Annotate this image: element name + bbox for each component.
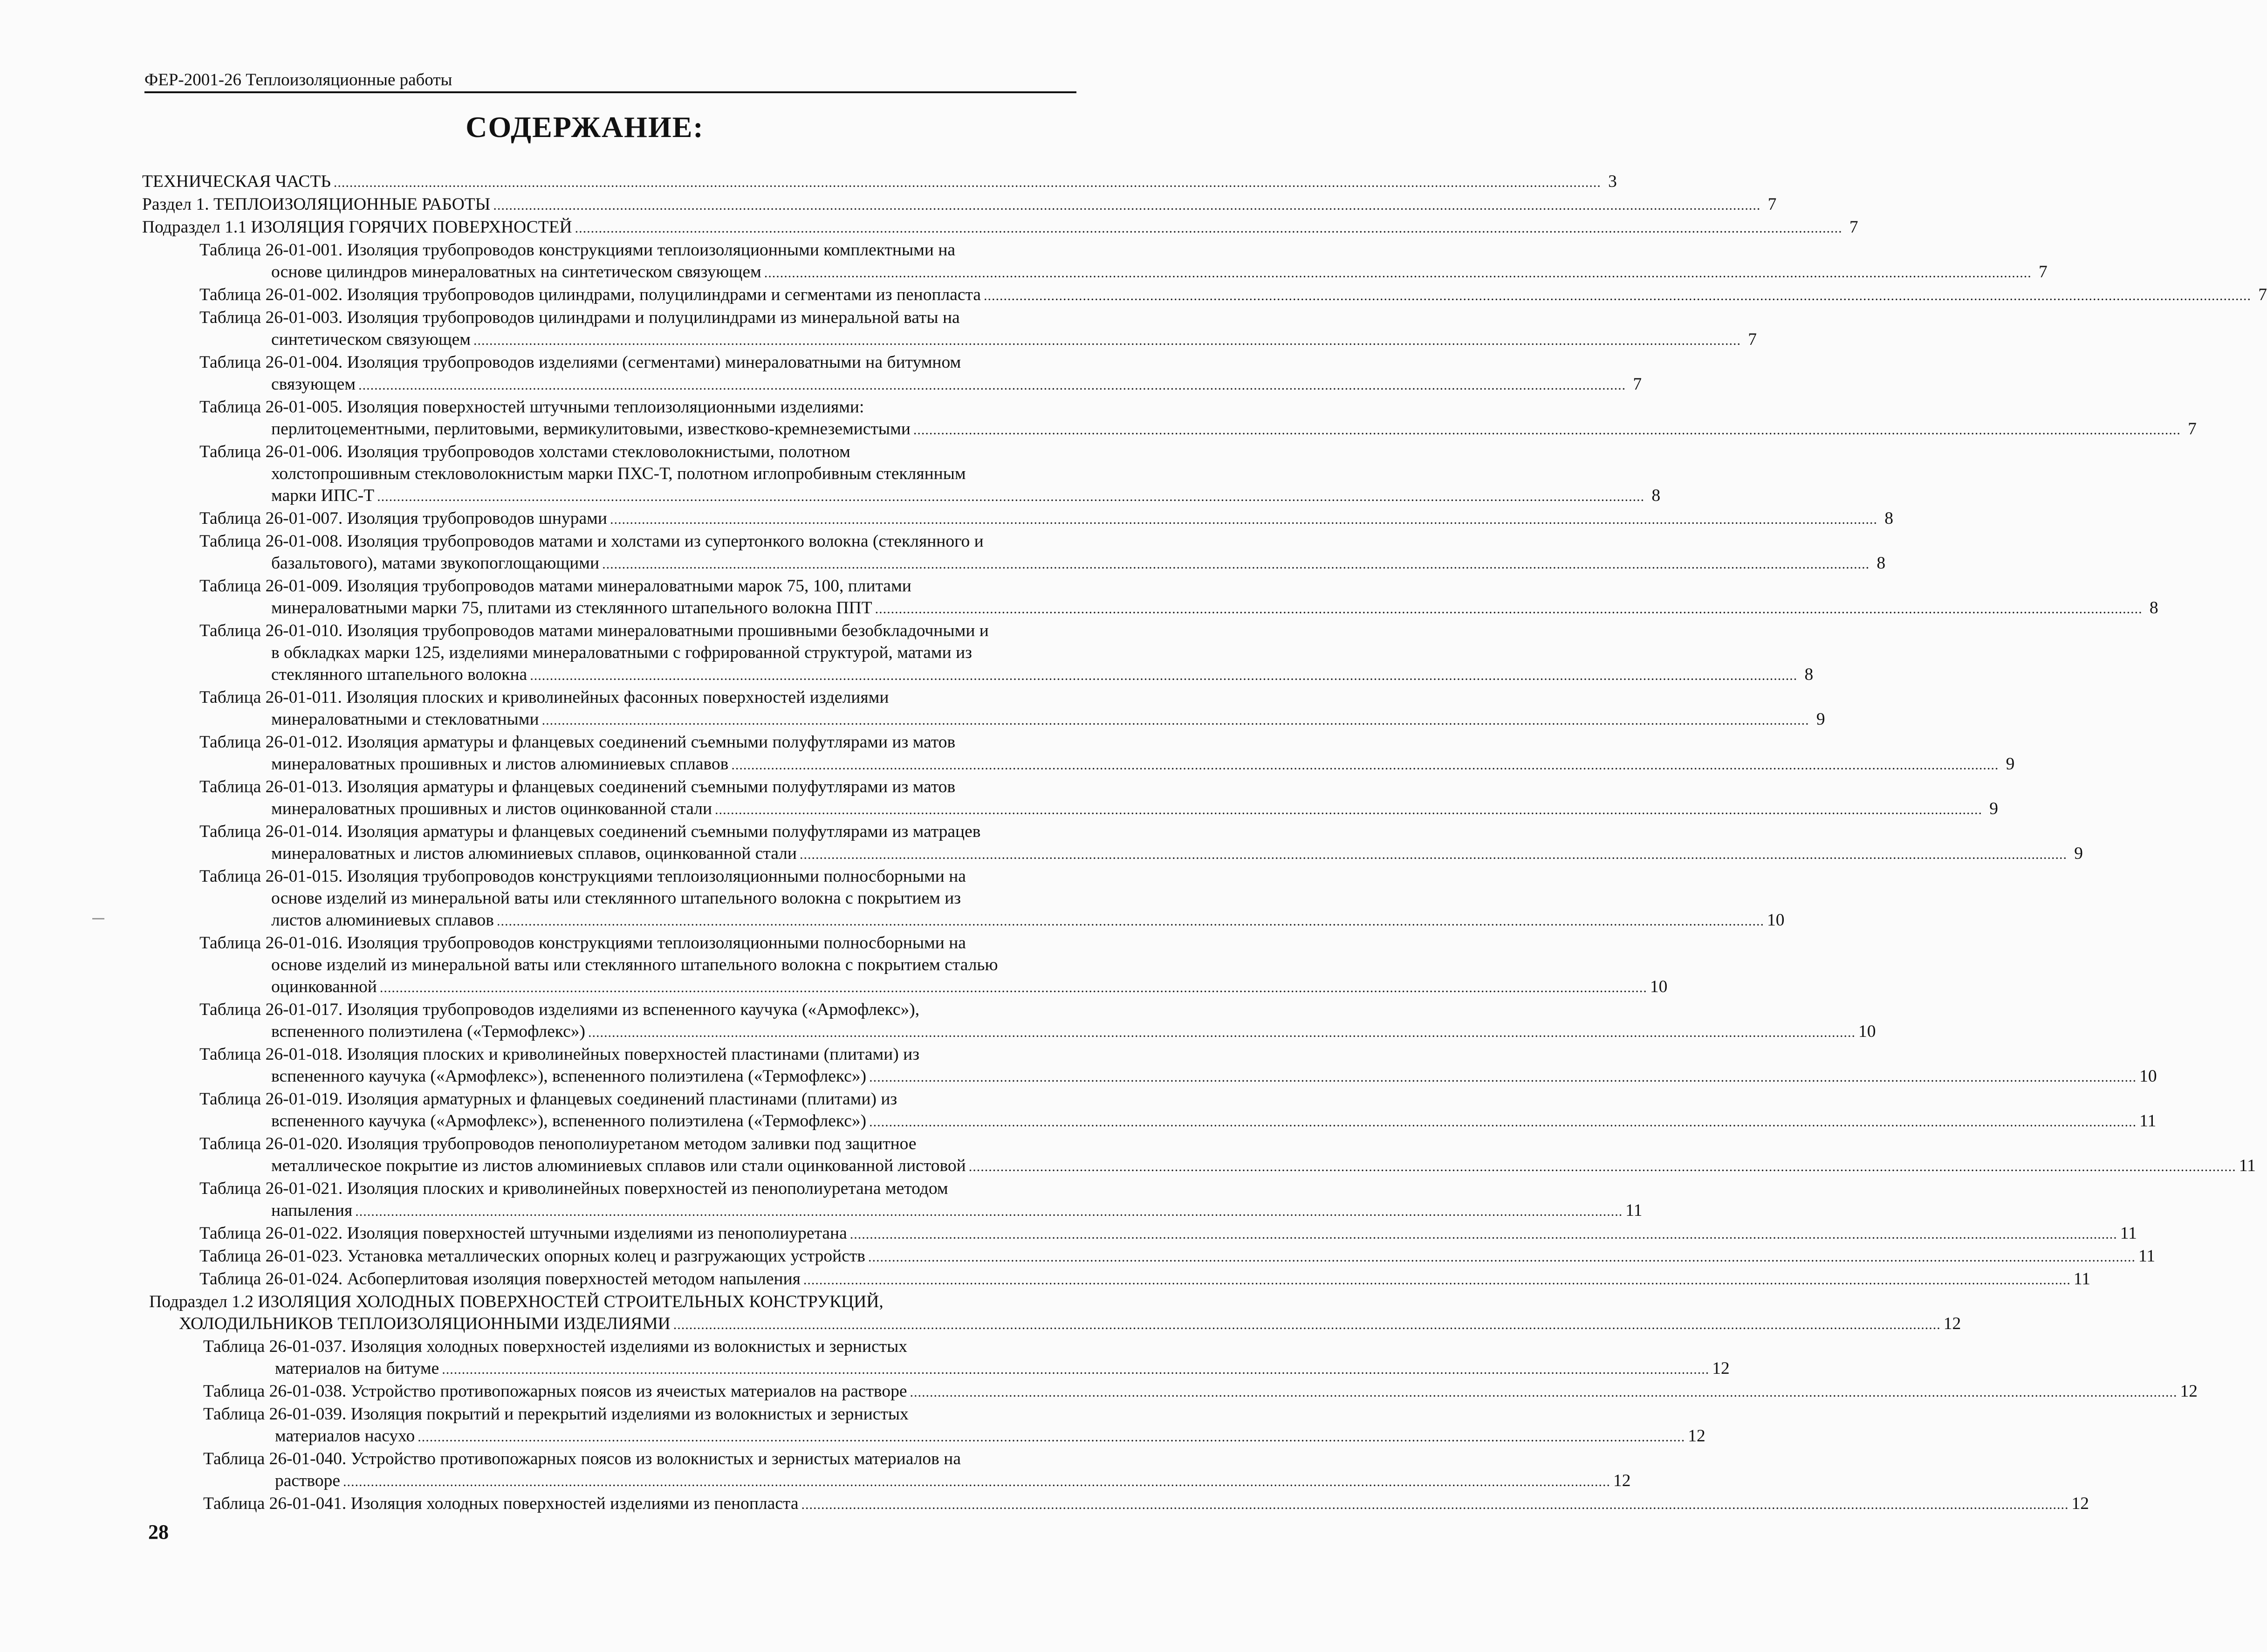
toc-entry[interactable] <box>0 865 1785 932</box>
toc-entry[interactable] <box>0 307 1757 351</box>
toc-entry-text: синтетическом связующем <box>271 330 471 349</box>
toc-entry-text: Таблица 26-01-023. Установка металлических опорных колец и разгружающих устройств <box>199 1247 865 1266</box>
toc-entry-text: Таблица 26-01-016. Изоляция трубопроводов конструкциями теплоизоляционными полносборными на <box>199 933 966 953</box>
toc-entry[interactable] <box>0 171 1617 193</box>
toc-entry[interactable] <box>0 193 1777 216</box>
toc-page-number: 8 <box>1884 509 1893 528</box>
toc-entry[interactable] <box>0 1268 2091 1291</box>
toc-entry-text: ТЕХНИЧЕСКАЯ ЧАСТЬ <box>142 172 331 191</box>
table-of-contents <box>0 171 2267 1515</box>
toc-entry-text: Таблица 26-01-037. Изоляция холодных поверхностей изделиями из волокнистых и зернистых <box>203 1337 908 1356</box>
toc-entry[interactable] <box>0 1178 1643 1222</box>
toc-page-number: 11 <box>2239 1156 2256 1175</box>
toc-entry[interactable] <box>0 686 1825 731</box>
toc-entry-text: в обкладках марки 125, изделиями минераловатными с гофрированной структурой, матами из <box>271 643 972 662</box>
dot-leader <box>803 1269 2071 1291</box>
toc-entry-text: вспененного каучука («Армофлекс»), вспененного полиэтилена («Термофлекс») <box>271 1111 867 1131</box>
toc-page-number: 11 <box>2120 1224 2137 1243</box>
dot-leader <box>764 262 2032 284</box>
toc-page-number: 7 <box>2188 419 2197 439</box>
dot-leader <box>497 910 1764 932</box>
toc-entry[interactable] <box>0 1291 1961 1336</box>
toc-entry-text: марки ИПС-Т <box>271 486 375 505</box>
toc-entry[interactable] <box>0 999 1876 1043</box>
toc-page-number: 11 <box>2073 1269 2091 1289</box>
toc-entry-text: ХОЛОДИЛЬНИКОВ ТЕПЛОИЗОЛЯЦИОННЫМИ ИЗДЕЛИЯМИ <box>179 1314 671 1333</box>
toc-page-number: 12 <box>2180 1382 2198 1401</box>
toc-entry-text: Таблица 26-01-008. Изоляция трубопроводов матами и холстами из супертонкого волокна (стеклянного и <box>199 532 984 551</box>
toc-entry-text: связующем <box>271 375 356 394</box>
toc-entry-text: вспененного полиэтилена («Термофлекс») <box>271 1022 586 1041</box>
toc-entry-text: холстопрошивным стекловолокнистым марки ПХС-Т, полотном иглопробивным стеклянным <box>271 464 966 483</box>
toc-page-number: 8 <box>1804 665 1814 684</box>
toc-entry-text: минераловатными и стекловатными <box>271 710 539 729</box>
toc-page-number: 11 <box>1625 1201 1643 1220</box>
toc-entry-text: Таблица 26-01-021. Изоляция плоских и криволинейных поверхностей из пенополиуретана методом <box>199 1179 948 1198</box>
toc-entry-text: Таблица 26-01-024. Асбоперлитовая изоляция поверхностей методом напыления <box>199 1269 801 1289</box>
toc-entry-text: Таблица 26-01-038. Устройство противопожарных поясов из ячеистых материалов на растворе <box>203 1382 907 1401</box>
toc-page-number: 12 <box>1712 1359 1730 1378</box>
dot-leader <box>530 665 1797 686</box>
dot-leader <box>575 217 1842 239</box>
toc-entry[interactable] <box>0 1133 2256 1178</box>
dot-leader <box>850 1223 2117 1245</box>
toc-page-number: 10 <box>1858 1022 1876 1041</box>
dot-leader <box>358 374 1626 396</box>
dot-leader <box>493 194 1760 216</box>
toc-entry-text: Раздел 1. ТЕПЛОИЗОЛЯЦИОННЫЕ РАБОТЫ <box>142 195 491 214</box>
toc-entry[interactable] <box>0 239 2048 284</box>
toc-page-number: 3 <box>1608 172 1617 191</box>
toc-entry-text: Таблица 26-01-007. Изоляция трубопроводов шнурами <box>199 509 607 528</box>
dot-leader <box>442 1358 1709 1380</box>
toc-entry-text: Таблица 26-01-022. Изоляция поверхностей штучными изделиями из пенополиуретана <box>199 1224 847 1243</box>
dot-leader <box>473 329 1741 351</box>
dot-leader <box>355 1200 1623 1222</box>
toc-page-number: 8 <box>1651 486 1661 505</box>
dot-leader <box>869 1111 2137 1133</box>
dot-leader <box>542 709 1809 731</box>
dot-leader <box>377 486 1644 507</box>
toc-entry-text: материалов на битуме <box>275 1359 439 1378</box>
dot-leader <box>801 1494 2069 1515</box>
page-number: 28 <box>148 1521 169 1543</box>
toc-page-number: 12 <box>1688 1426 1705 1446</box>
toc-entry[interactable] <box>0 1336 1730 1380</box>
toc-entry-text: основе цилиндров минераловатных на синтетическом связующем <box>271 262 761 281</box>
dot-leader <box>418 1426 1685 1448</box>
toc-page-number: 10 <box>2139 1067 2157 1086</box>
toc-page-number: 10 <box>1650 977 1668 996</box>
toc-entry-text: Подраздел 1.1 ИЗОЛЯЦИЯ ГОРЯЧИХ ПОВЕРХНОСТЕЙ <box>142 218 572 237</box>
toc-entry[interactable] <box>0 620 1814 686</box>
dot-leader <box>984 285 2251 307</box>
dot-leader <box>969 1156 2236 1178</box>
dot-leader <box>588 1021 1856 1043</box>
toc-page-number: 12 <box>1943 1314 1961 1333</box>
toc-entry-text: Таблица 26-01-006. Изоляция трубопроводов холстами стекловолокнистыми, полотном <box>199 442 850 461</box>
toc-entry-text: Таблица 26-01-010. Изоляция трубопроводов матами минераловатными прошивными безобкладочными и <box>199 621 989 640</box>
toc-page-number: 7 <box>1633 375 1642 394</box>
dot-leader <box>673 1314 1941 1336</box>
dot-leader <box>610 508 1877 530</box>
toc-entry-text: Таблица 26-01-002. Изоляция трубопроводов цилиндрами, полуцилиндрами и сегментами из пенопласта <box>199 285 981 304</box>
toc-entry-text: базальтового), матами звукопоглощающими <box>271 554 600 573</box>
toc-entry-text: стеклянного штапельного волокна <box>271 665 527 684</box>
toc-entry-text: минераловатных и листов алюминиевых сплавов, оцинкованной стали <box>271 844 797 863</box>
toc-entry[interactable] <box>0 731 2015 776</box>
toc-entry-text: Таблица 26-01-018. Изоляция плоских и криволинейных поверхностей пластинами (плитами) из <box>199 1045 920 1064</box>
running-header: ФЕР-2001-26 Теплоизоляционные работы <box>144 70 1076 93</box>
toc-entry-text: Таблица 26-01-011. Изоляция плоских и криволинейных фасонных поверхностей изделиями <box>199 688 889 707</box>
toc-page-number: 7 <box>1767 195 1777 214</box>
toc-entry[interactable] <box>0 530 1886 575</box>
toc-entry-text: Таблица 26-01-020. Изоляция трубопроводов пенополиуретаном методом заливки под защитное <box>199 1134 917 1153</box>
toc-entry[interactable] <box>0 575 2158 620</box>
toc-entry[interactable] <box>0 216 1858 239</box>
page-title: СОДЕРЖАНИЕ: <box>466 110 704 144</box>
toc-entry-text: листов алюминиевых сплавов <box>271 911 494 930</box>
dot-leader <box>868 1246 2136 1268</box>
toc-entry-text: Таблица 26-01-009. Изоляция трубопроводов матами минераловатными марок 75, 100, плитами <box>199 576 911 596</box>
toc-entry-text: Таблица 26-01-014. Изоляция арматуры и фланцевых соединений съемными полуфутлярами из матрацев <box>199 822 981 841</box>
toc-page-number: 11 <box>2138 1247 2156 1266</box>
toc-entry-text: Таблица 26-01-004. Изоляция трубопроводов изделиями (сегментами) минераловатными на битумном <box>199 353 961 372</box>
toc-page-number: 7 <box>1748 330 1757 349</box>
toc-page-number: 8 <box>2149 598 2158 617</box>
dot-leader <box>334 171 1601 193</box>
toc-entry-text: Таблица 26-01-003. Изоляция трубопроводов цилиндрами и полуцилиндрами из минеральной ваты на <box>199 308 960 327</box>
toc-entry[interactable] <box>0 1403 1705 1448</box>
dot-leader <box>800 843 2067 865</box>
dot-leader <box>715 799 1982 821</box>
dot-leader <box>869 1066 2137 1088</box>
toc-entry[interactable] <box>0 396 2197 441</box>
toc-entry[interactable] <box>0 1043 2157 1088</box>
toc-entry[interactable] <box>0 1222 2137 1245</box>
toc-page-number: 9 <box>1989 799 1999 818</box>
toc-page-number: 9 <box>2006 754 2015 774</box>
toc-entry-text: вспененного каучука («Армофлекс»), вспененного полиэтилена («Термофлекс») <box>271 1067 867 1086</box>
toc-entry[interactable] <box>0 1245 2156 1268</box>
toc-page-number: 7 <box>2038 262 2048 281</box>
toc-entry-text: оцинкованной <box>271 977 377 996</box>
toc-entry-text: материалов насухо <box>275 1426 415 1446</box>
toc-entry-text: минераловатными марки 75, плитами из стеклянного штапельного волокна ППТ <box>271 598 872 617</box>
dot-leader <box>602 553 1870 575</box>
toc-entry[interactable] <box>0 821 2083 865</box>
toc-entry-text: металлическое покрытие из листов алюминиевых сплавов или стали оцинкованной листовой <box>271 1156 966 1175</box>
toc-entry[interactable] <box>0 351 1642 396</box>
toc-entry-text: растворе <box>275 1471 341 1490</box>
toc-entry-text: Таблица 26-01-040. Устройство противопожарных поясов из волокнистых и зернистых материалов на <box>203 1449 961 1468</box>
toc-entry-text: Таблица 26-01-001. Изоляция трубопроводов конструкциями теплоизоляционными комплектными на <box>199 240 956 260</box>
toc-entry[interactable] <box>0 1380 2198 1403</box>
toc-page-number: 11 <box>2139 1111 2157 1131</box>
toc-entry[interactable] <box>0 932 1668 999</box>
toc-entry[interactable] <box>0 1493 2089 1515</box>
toc-page-number: 9 <box>2074 844 2083 863</box>
toc-entry[interactable] <box>0 507 1893 530</box>
toc-entry-text: основе изделий из минеральной ваты или стеклянного штапельного волокна с покрытием сталью <box>271 955 998 974</box>
toc-page-number: 7 <box>1849 218 1858 237</box>
toc-entry-text: Таблица 26-01-013. Изоляция арматуры и фланцевых соединений съемными полуфутлярами из матов <box>199 777 956 796</box>
toc-page-number: 12 <box>1613 1471 1631 1490</box>
toc-page-number: 7 <box>2258 285 2267 304</box>
toc-entry-text: Таблица 26-01-041. Изоляция холодных поверхностей изделиями из пенопласта <box>203 1494 799 1513</box>
dot-leader <box>913 419 2181 441</box>
toc-entry-text: Подраздел 1.2 ИЗОЛЯЦИЯ ХОЛОДНЫХ ПОВЕРХНОСТЕЙ СТРОИТЕЛЬНЫХ КОНСТРУКЦИЙ, <box>149 1292 884 1311</box>
toc-entry-text: Таблица 26-01-039. Изоляция покрытий и перекрытий изделиями из волокнистых и зернистых <box>203 1405 909 1424</box>
toc-entry[interactable] <box>0 776 1999 821</box>
toc-entry-text: напыления <box>271 1201 353 1220</box>
toc-entry-text: перлитоцементными, перлитовыми, вермикулитовыми, известково-кремнеземистыми <box>271 419 911 439</box>
toc-entry-text: минераловатных прошивных и листов оцинкованной стали <box>271 799 712 818</box>
toc-entry-text: основе изделий из минеральной ваты или стеклянного штапельного волокна с покрытием из <box>271 889 961 908</box>
dot-leader <box>380 977 1647 999</box>
toc-page-number: 8 <box>1877 554 1886 573</box>
dot-leader <box>731 754 1999 776</box>
toc-entry[interactable] <box>0 1448 1631 1493</box>
dot-leader <box>875 598 2143 620</box>
dot-leader <box>910 1381 2178 1403</box>
toc-entry-text: Таблица 26-01-015. Изоляция трубопроводов конструкциями теплоизоляционными полносборными на <box>199 867 966 886</box>
toc-entry[interactable] <box>0 1088 2157 1133</box>
toc-entry[interactable] <box>0 284 2267 307</box>
toc-entry-text: Таблица 26-01-005. Изоляция поверхностей штучными теплоизоляционными изделиями: <box>199 398 864 417</box>
toc-entry-text: минераловатных прошивных и листов алюминиевых сплавов <box>271 754 729 774</box>
dot-leader <box>343 1471 1610 1493</box>
toc-page-number: 10 <box>1767 911 1785 930</box>
toc-page-number: 12 <box>2071 1494 2089 1513</box>
toc-entry-text: Таблица 26-01-012. Изоляция арматуры и фланцевых соединений съемными полуфутлярами из матов <box>199 733 956 752</box>
toc-entry[interactable] <box>0 441 1661 507</box>
toc-page-number: 9 <box>1816 710 1825 729</box>
toc-entry-text: Таблица 26-01-017. Изоляция трубопроводов изделиями из вспененного каучука («Армофлекс»), <box>199 1000 920 1019</box>
toc-entry-text: Таблица 26-01-019. Изоляция арматурных и фланцевых соединений пластинами (плитами) из <box>199 1090 897 1109</box>
